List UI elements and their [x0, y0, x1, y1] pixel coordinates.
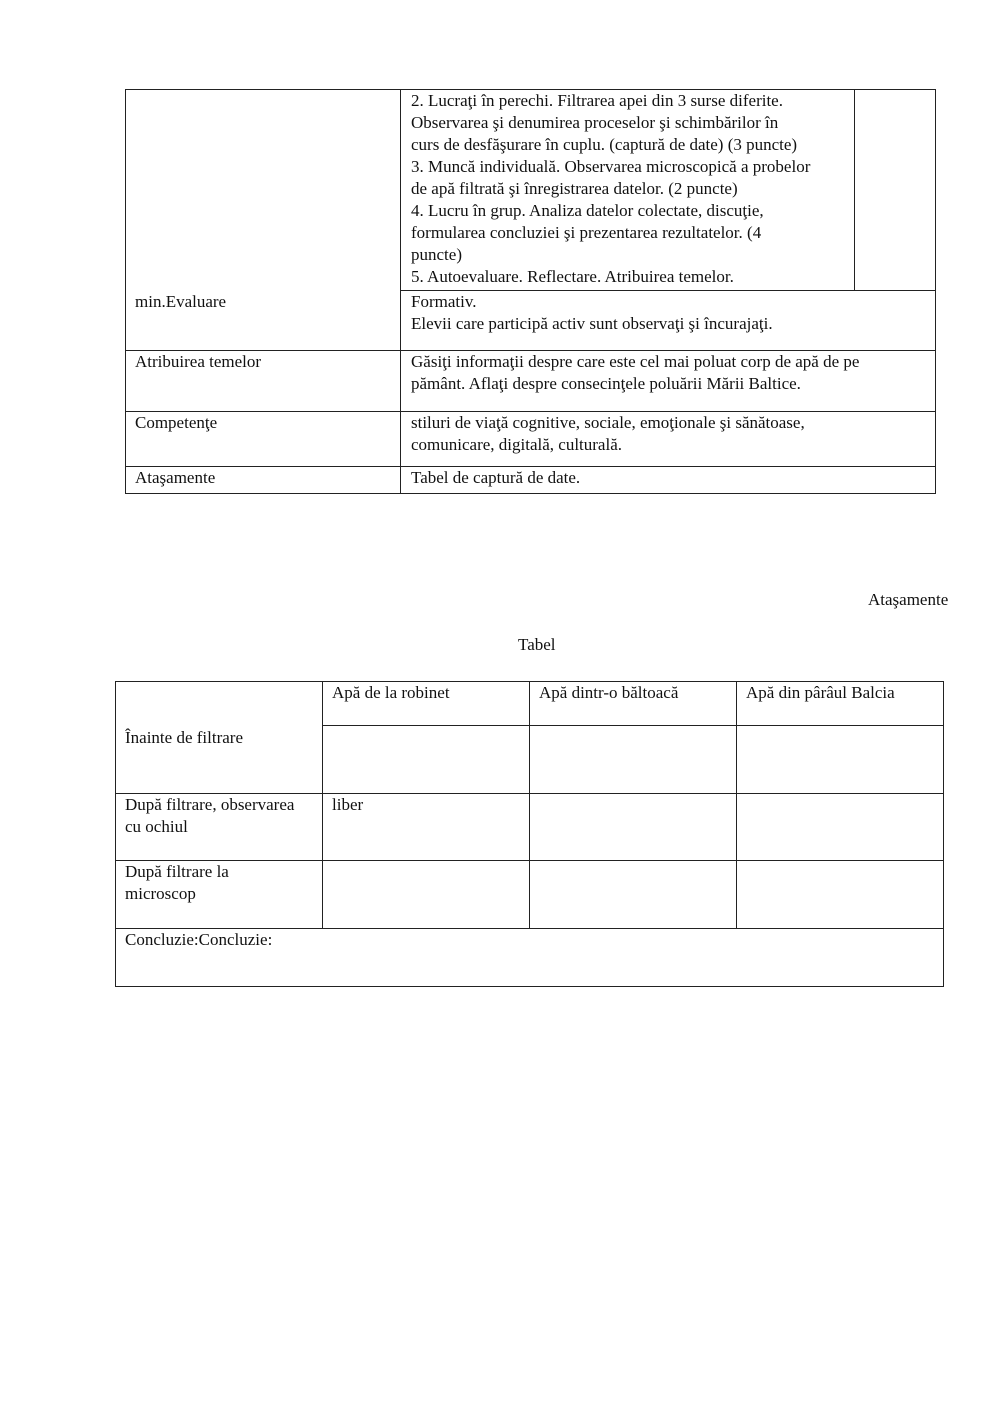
table-border-left [125, 89, 126, 494]
table-border-right [943, 681, 944, 987]
table-column-divider [854, 89, 855, 291]
attachments-heading: Ataşamente [868, 590, 949, 609]
row-label-line: După filtrare, observarea [125, 795, 295, 814]
row-label-line: După filtrare la [125, 862, 229, 881]
column-header-tap-water: Apă de la robinet [332, 683, 450, 702]
table-border-right [935, 89, 936, 494]
table-column-divider [322, 681, 323, 929]
column-header-puddle-water: Apă dintr-o băltoacă [539, 683, 679, 702]
row-label-before-filtering [125, 727, 243, 749]
row-label-homework: Atribuirea temelor [135, 352, 262, 371]
content-line: comunicare, digitală, culturală. [411, 435, 622, 454]
activities-cell [411, 90, 810, 288]
activity-line: 3. Muncă individuală. Observarea microscopică a probelor [411, 157, 811, 176]
content-line: Tabel de captură de date. [411, 468, 581, 487]
table-column-divider [400, 89, 401, 494]
row-label-evaluation: min.Evaluare [135, 292, 227, 311]
activity-line: puncte) [411, 245, 462, 264]
conclusion-label: Concluzie:Concluzie: [125, 930, 273, 949]
column-header-stream-water: Apă din pârâul Balcia [746, 683, 895, 702]
activity-line: curs de desfăşurare în cuplu. (captură de date) (3 puncte) [411, 135, 798, 154]
table-divider [322, 725, 944, 726]
content-line: stiluri de viaţă cognitive, sociale, emoţionale şi sănătoase, [411, 413, 805, 432]
row-label-after-filtering-eye [125, 794, 294, 838]
activity-line: 2. Lucraţi în perechi. Filtrarea apei din 3 surse diferite. [411, 91, 783, 110]
row-content-attachments [411, 467, 580, 489]
activity-line: de apă filtrată şi înregistrarea datelor. (2 puncte) [411, 179, 738, 198]
content-line: Formativ. [411, 292, 477, 311]
table-column-divider [736, 681, 737, 929]
row-content-homework [411, 351, 859, 395]
row-label-competences: Competenţe [135, 413, 218, 432]
table-border-left [115, 681, 116, 987]
data-cell: liber [332, 795, 364, 814]
row-label-line: cu ochiul [125, 817, 188, 836]
table-border-bottom [115, 986, 944, 987]
table-title: Tabel [518, 635, 556, 654]
row-content-competences [411, 412, 805, 456]
activity-line: formularea concluziei şi prezentarea rezultatelor. (4 [411, 223, 762, 242]
content-line: pământ. Aflaţi despre consecinţele poluării Mării Baltice. [411, 374, 801, 393]
table-border-bottom [125, 493, 936, 494]
row-label-line: microscop [125, 884, 196, 903]
activity-line: Observarea şi denumirea proceselor şi schimbărilor în [411, 113, 779, 132]
row-content-evaluation [411, 291, 773, 335]
activity-line: 5. Autoevaluare. Reflectare. Atribuirea temelor. [411, 267, 734, 286]
row-label-after-filtering-microscope [125, 861, 229, 905]
row-label-line: Înainte de filtrare [125, 728, 243, 747]
content-line: Elevii care participă activ sunt observaţi şi încurajaţi. [411, 314, 773, 333]
table-column-divider [529, 681, 530, 929]
row-label-attachments: Ataşamente [135, 468, 216, 487]
activity-line: 4. Lucru în grup. Analiza datelor colectate, discuţie, [411, 201, 764, 220]
content-line: Găsiţi informaţii despre care este cel mai poluat corp de apă de pe [411, 352, 860, 371]
